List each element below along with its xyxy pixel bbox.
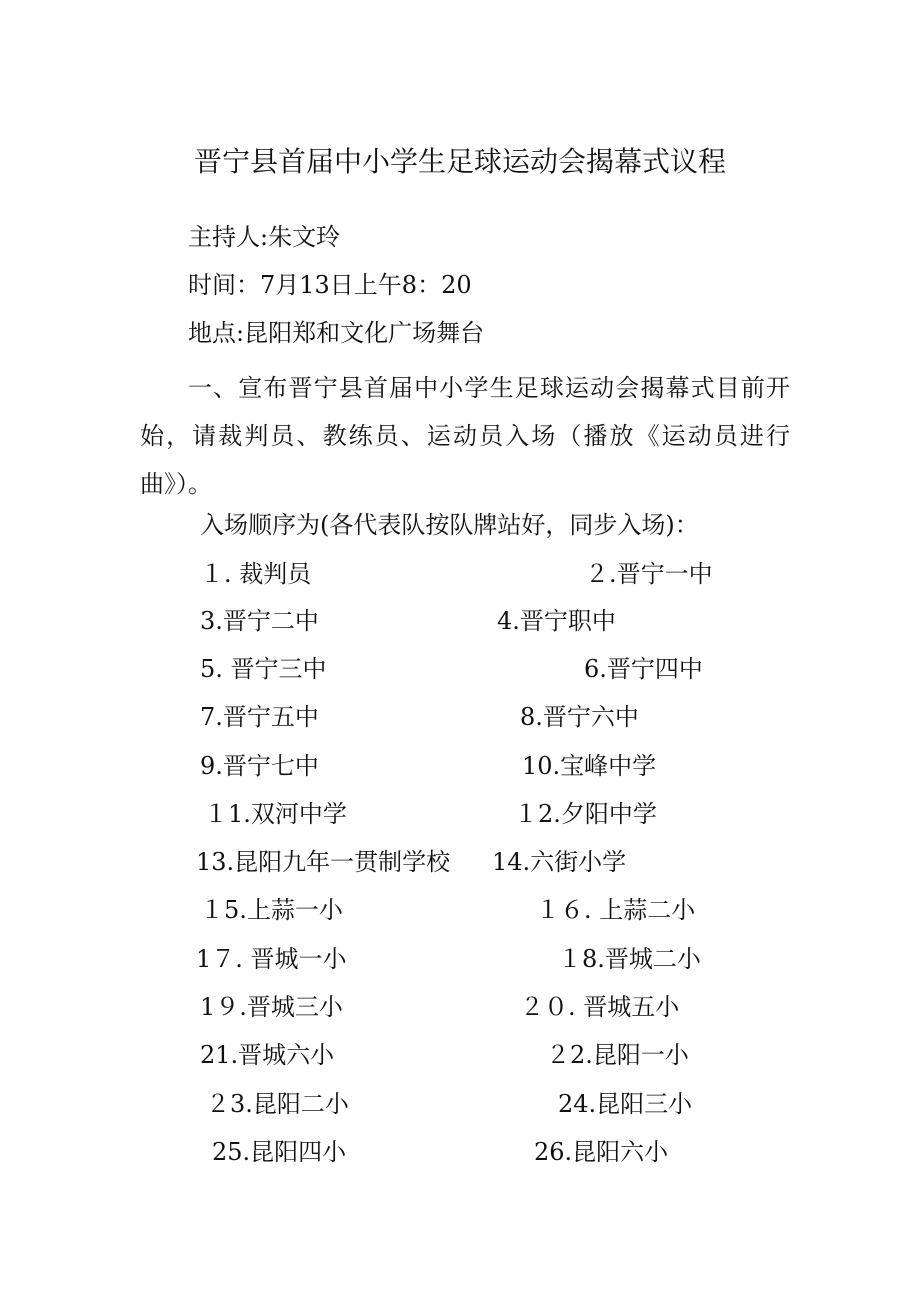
entrant-item: 14.六街小学 bbox=[492, 848, 627, 876]
entrant-item: 4.晋宁职中 bbox=[497, 607, 616, 635]
host-line: 主持人:朱文玲 bbox=[188, 223, 341, 251]
entrant-item: 1７. 晋城一小 bbox=[196, 945, 347, 973]
entrant-item: 7.晋宁五中 bbox=[200, 703, 319, 731]
entrant-item: 5. 晋宁三中 bbox=[200, 655, 327, 683]
time-line: 时间：7月13日上午8：20 bbox=[188, 271, 472, 299]
agenda-item-1: 一、宣布晋宁县首届中小学生足球运动会揭幕式目前开始，请裁判员、教练员、运动员入场（播放《运动员进行曲》）。 bbox=[140, 374, 790, 498]
entrant-item: １６. 上蒜二小 bbox=[536, 896, 696, 924]
entrant-item: ２.晋宁一中 bbox=[585, 560, 713, 588]
place-line: 地点:昆阳郑和文化广场舞台 bbox=[188, 319, 485, 347]
entrant-item: ２3.昆阳二小 bbox=[206, 1090, 349, 1118]
document-title: 晋宁县首届中小学生足球运动会揭幕式议程 bbox=[193, 145, 726, 178]
entrant-item: 24.昆阳三小 bbox=[558, 1090, 693, 1118]
entrant-item: １2.夕阳中学 bbox=[514, 800, 657, 828]
entrant-item: 9.晋宁七中 bbox=[200, 752, 319, 780]
entrant-item: 21.晋城六小 bbox=[200, 1041, 335, 1069]
entrant-item: 26.昆阳六小 bbox=[534, 1138, 669, 1166]
entrant-item: ２０. 晋城五小 bbox=[520, 993, 680, 1021]
entrant-item: １8.晋城二小 bbox=[558, 945, 701, 973]
entrant-item: 6.晋宁四中 bbox=[584, 655, 703, 683]
entrant-item: 10.宝峰中学 bbox=[522, 752, 657, 780]
entrant-item: 25.昆阳四小 bbox=[212, 1138, 347, 1166]
entrant-item: １5.上蒜一小 bbox=[200, 896, 343, 924]
entrant-item: 3.晋宁二中 bbox=[200, 607, 319, 635]
entrant-item: 13.昆阳九年一贯制学校 bbox=[196, 848, 451, 876]
entrant-item: 8.晋宁六中 bbox=[520, 703, 639, 731]
entrant-item: 1９.晋城三小 bbox=[200, 993, 343, 1021]
entry-order-intro: 入场顺序为(各代表队按队牌站好，同步入场)： bbox=[200, 511, 699, 539]
entrant-item: １. 裁判员 bbox=[200, 560, 312, 588]
entrant-item: １1.双河中学 bbox=[204, 800, 347, 828]
entrant-item: ２2.昆阳一小 bbox=[546, 1041, 689, 1069]
